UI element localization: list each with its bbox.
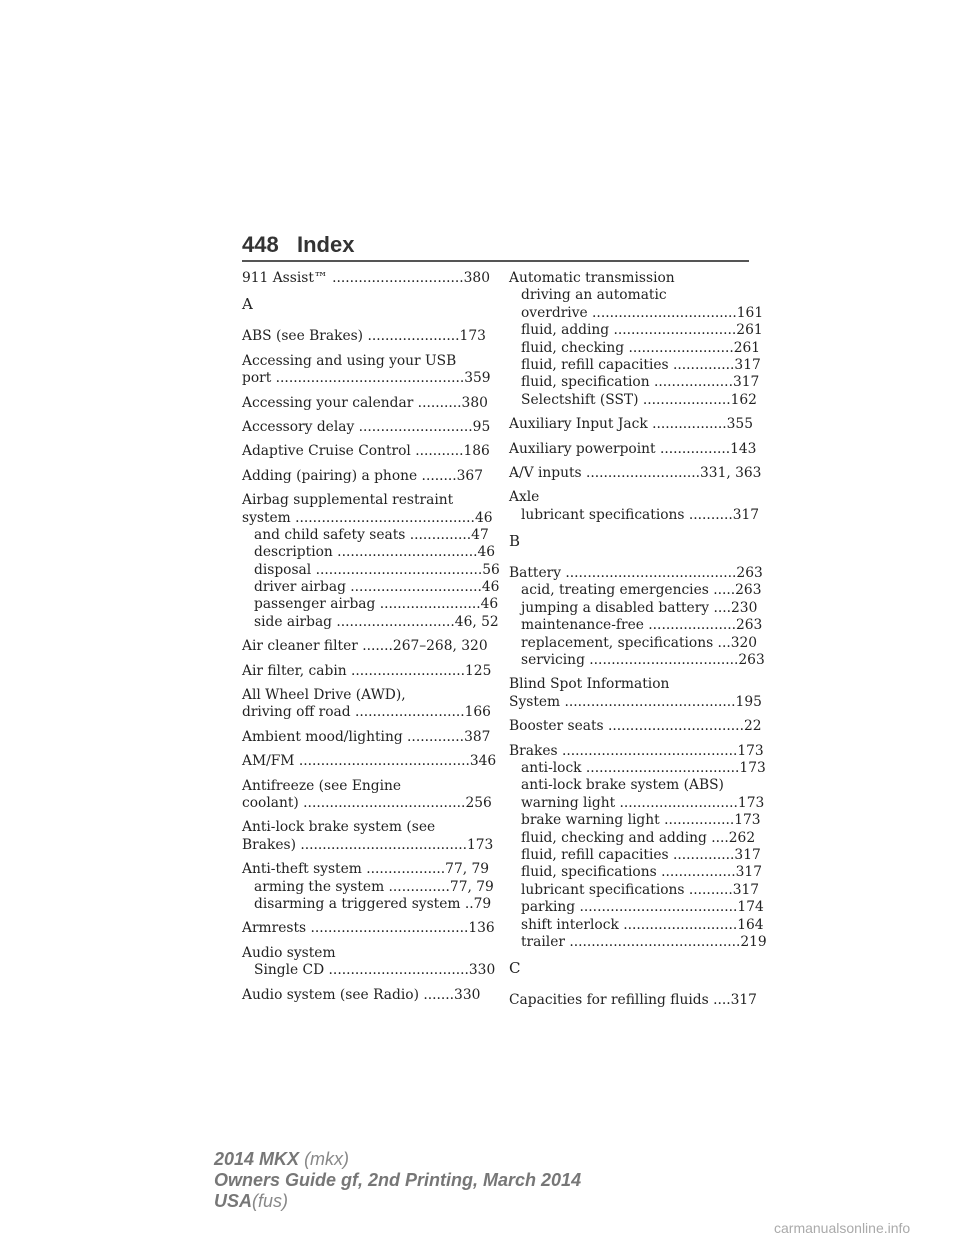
index-entry bbox=[242, 753, 497, 770]
index-subentry-line: fluid, checking ........................261 bbox=[521, 339, 761, 356]
index-letter-heading: A bbox=[242, 295, 253, 314]
index-entry-line: Auxiliary powerpoint ................143 bbox=[509, 440, 757, 457]
index-entry-line: Air filter, cabin ..........................125 bbox=[242, 662, 492, 679]
index-entry-line: All Wheel Drive (AWD), bbox=[242, 687, 406, 704]
page-number: 448 bbox=[242, 232, 279, 257]
index-subentry-line: disposal ......................................56 bbox=[254, 561, 500, 578]
index-entry-line: Automatic transmission bbox=[509, 270, 675, 286]
index-entry bbox=[242, 777, 492, 813]
index-entry bbox=[509, 718, 762, 735]
index-entry-line: Air cleaner filter .......267–268, 320 bbox=[242, 638, 488, 655]
footer-model-code: (mkx) bbox=[304, 1149, 350, 1169]
page-title: Index bbox=[297, 232, 355, 257]
index-letter-heading: B bbox=[509, 532, 521, 551]
footer-guide: Owners Guide gf, 2nd Printing, March 2014 bbox=[214, 1170, 582, 1190]
index-subentry-line: passenger airbag .......................46 bbox=[254, 596, 499, 613]
index-subentry-line: fluid, specification ..................317 bbox=[521, 374, 760, 391]
footer-model: 2014 MKX bbox=[214, 1149, 300, 1169]
index-entry bbox=[242, 352, 491, 388]
index-subentry-line: Selectshift (SST) ....................162 bbox=[521, 391, 757, 408]
index-entry-line: coolant) .....................................256 bbox=[242, 794, 492, 811]
index-entry bbox=[242, 987, 482, 1004]
index-subentry-line: fluid, adding ............................261 bbox=[521, 322, 763, 339]
index-entry bbox=[242, 638, 488, 655]
index-entry-line: Accessing and using your USB bbox=[242, 352, 457, 369]
index-entry bbox=[509, 416, 753, 433]
index-entry-line: Adaptive Cruise Control ...........186 bbox=[242, 443, 490, 460]
index-entry bbox=[242, 728, 491, 746]
index-entry-line: Axle bbox=[509, 489, 540, 506]
index-entry bbox=[242, 328, 486, 345]
index-entry bbox=[509, 676, 762, 711]
index-entry-line: system .........................................46 bbox=[242, 509, 493, 526]
index-entry-line: Adding (pairing) a phone ........367 bbox=[242, 467, 483, 484]
index-subentry-line: jumping a disabled battery ....230 bbox=[521, 599, 758, 616]
index-entry bbox=[509, 565, 765, 669]
index-entry-line: Accessory delay ..........................95 bbox=[242, 418, 491, 435]
index-entry-line: Antifreeze (see Engine bbox=[242, 777, 402, 794]
header-divider bbox=[242, 260, 749, 262]
index-entry bbox=[509, 489, 760, 524]
index-entry-line: A/V inputs ..........................331, 363 bbox=[509, 464, 762, 481]
index-entry-line: Auxiliary Input Jack .................355 bbox=[509, 416, 753, 433]
index-subentry-line: description ................................46 bbox=[254, 544, 496, 561]
index-subentry-line: fluid, checking and adding ....262 bbox=[521, 829, 756, 846]
watermark: carmanualsonline.info bbox=[774, 1220, 911, 1236]
index-subentry-line: servicing ..................................263 bbox=[521, 652, 765, 669]
footer-line-market bbox=[214, 1191, 581, 1212]
index-entry-line: Ambient mood/lighting .............387 bbox=[242, 728, 491, 745]
index-entry-line: Anti-theft system ..................77, 79 bbox=[242, 861, 490, 878]
index-entry bbox=[509, 270, 764, 409]
index-subentry-line: arming the system ..............77, 79 bbox=[254, 878, 494, 895]
index-entry bbox=[242, 443, 490, 460]
index-entry-line: ABS (see Brakes) .....................173 bbox=[242, 328, 486, 345]
index-subentry-line: anti-lock ...................................173 bbox=[521, 759, 766, 776]
index-entry bbox=[242, 662, 492, 680]
index-entry-line: AM/FM .......................................346 bbox=[242, 753, 497, 770]
index-subentry-line: trailer .......................................219 bbox=[521, 933, 767, 950]
index-entry-line: driving off road .........................166 bbox=[242, 704, 491, 721]
index-entry-line: Armrests ....................................136 bbox=[242, 920, 495, 937]
index-entry-line: Capacities for refilling fluids ....317 bbox=[509, 992, 757, 1009]
page-header bbox=[242, 232, 749, 258]
index-column-right bbox=[509, 270, 767, 1017]
index-entry-line: Blind Spot Information bbox=[509, 676, 670, 693]
index-entry bbox=[242, 920, 495, 937]
footer-line-model bbox=[214, 1149, 581, 1170]
index-entry bbox=[242, 687, 491, 722]
index-subentry-line: maintenance-free ....................263 bbox=[521, 617, 763, 634]
index-entry-line: Accessing your calendar ..........380 bbox=[242, 394, 488, 411]
index-entry bbox=[509, 742, 767, 952]
index-subentry-line: replacement, specifications ...320 bbox=[521, 634, 758, 651]
index-subentry-line: warning light ...........................173 bbox=[521, 794, 765, 811]
index-column-left bbox=[242, 270, 500, 1011]
print-footer bbox=[214, 1149, 581, 1212]
index-entry bbox=[242, 418, 491, 436]
index-entry bbox=[242, 819, 494, 854]
index-subentry-line: brake warning light ................173 bbox=[521, 812, 761, 829]
index-subentry-line: fluid, refill capacities ..............317 bbox=[521, 846, 761, 863]
index-subentry-line: parking ....................................174 bbox=[521, 899, 764, 916]
index-entry bbox=[242, 270, 490, 287]
index-entry bbox=[242, 468, 482, 485]
index-entry-line: Battery .......................................263 bbox=[509, 565, 763, 582]
index-subentry-line: fluid, specifications .................317 bbox=[521, 864, 762, 881]
index-entry bbox=[509, 464, 762, 482]
index-letter-heading: C bbox=[509, 959, 521, 978]
index-entry-line: Airbag supplemental restraint bbox=[242, 492, 454, 509]
index-subentry-line: disarming a triggered system ..79 bbox=[254, 895, 492, 912]
index-entry bbox=[242, 492, 500, 631]
index-entry-line: 911 Assist™ ..............................380 bbox=[242, 270, 490, 286]
index-entry-line: Booster seats ...............................22 bbox=[509, 718, 762, 735]
index-subentry-line: shift interlock ..........................164 bbox=[521, 916, 764, 933]
index-entry-line: port ...........................................359 bbox=[242, 370, 491, 387]
index-subentry-line: side airbag ...........................46, 52 bbox=[254, 613, 499, 630]
index-subentry-line: lubricant specifications ..........317 bbox=[521, 506, 760, 523]
index-entry-line: Brakes ........................................173 bbox=[509, 742, 764, 759]
footer-market: USA bbox=[214, 1191, 253, 1211]
index-subentry-line: anti-lock brake system (ABS) bbox=[521, 777, 724, 794]
index-entry-line: Brakes) ......................................173 bbox=[242, 836, 494, 853]
index-entry bbox=[242, 861, 494, 913]
index-entry bbox=[509, 440, 757, 458]
index-subentry-line: and child safety seats ..............47 bbox=[254, 526, 489, 543]
footer-market-code: (fus) bbox=[252, 1191, 289, 1211]
index-subentry-line: acid, treating emergencies .....263 bbox=[521, 582, 762, 599]
index-entry-line: Audio system (see Radio) .......330 bbox=[242, 986, 481, 1003]
index-subentry-line: lubricant specifications ..........317 bbox=[521, 881, 760, 898]
index-subentry-line: driver airbag ..............................46 bbox=[254, 579, 500, 596]
index-entry bbox=[509, 992, 757, 1009]
index-entry bbox=[242, 394, 488, 412]
index-entry-line: System .......................................195 bbox=[509, 693, 762, 710]
index-subentry-line: driving an automatic bbox=[521, 287, 667, 304]
index-subentry-line: Single CD ................................330 bbox=[254, 962, 496, 979]
index-entry bbox=[242, 944, 496, 980]
index-entry-line: Audio system bbox=[242, 944, 336, 961]
index-subentry-line: overdrive .................................161 bbox=[521, 304, 764, 321]
footer-line-guide bbox=[214, 1170, 581, 1191]
index-subentry-line: fluid, refill capacities ..............317 bbox=[521, 356, 761, 373]
index-entry-line: Anti-lock brake system (see bbox=[242, 819, 436, 836]
